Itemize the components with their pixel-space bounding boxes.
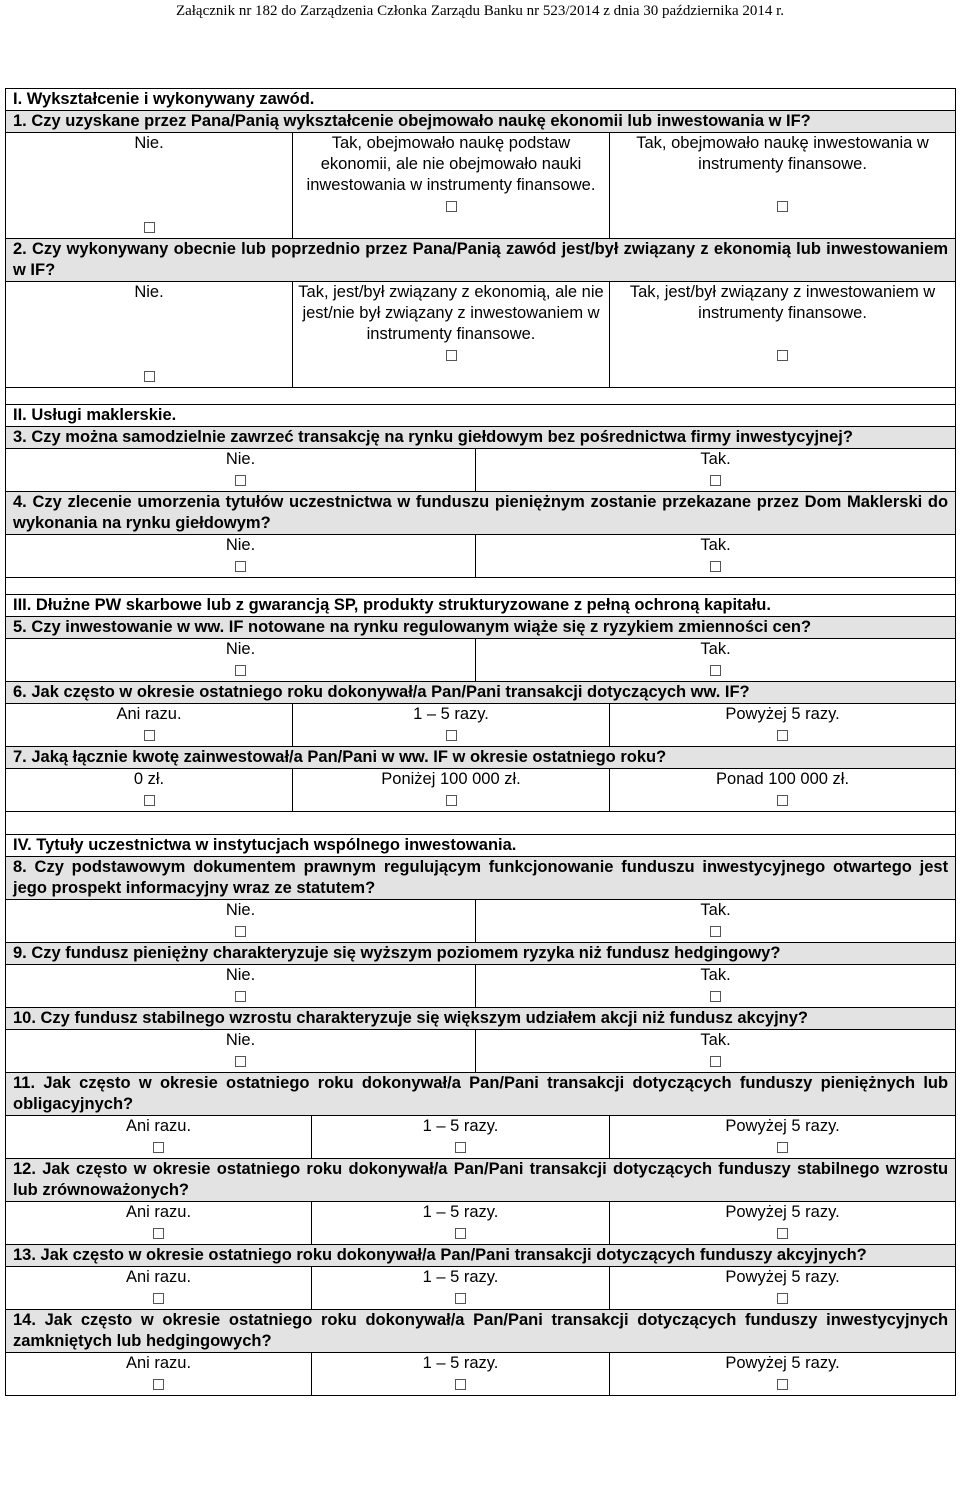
question-text: 2. Czy wykonywany obecnie lub poprzednio przez Pana/Panią zawód jest/był związany z ekonomią lub inwestowaniem w IF? (6, 239, 956, 282)
answer-row (6, 1202, 956, 1245)
answer-option (293, 133, 610, 239)
answer-checkbox[interactable] (710, 1056, 721, 1067)
answer-option (6, 282, 293, 388)
answer-option (6, 1030, 476, 1073)
question-text: 5. Czy inwestowanie w ww. IF notowane na rynku regulowanym wiąże się z ryzykiem zmienności cen? (6, 617, 956, 639)
answer-checkbox[interactable] (235, 926, 246, 937)
answer-label: Ani razu. (116, 705, 182, 723)
question-text: 10. Czy fundusz stabilnego wzrostu charakteryzuje się większym udziałem akcji niż fundusz akcyjny? (6, 1008, 956, 1030)
answer-label: 1 – 5 razy. (422, 1203, 499, 1221)
answer-label: Poniżej 100 000 zł. (381, 770, 521, 788)
answer-label: Nie. (225, 901, 256, 919)
answer-row (6, 900, 956, 943)
answer-label: Tak. (700, 1031, 731, 1049)
answer-option (312, 1353, 610, 1396)
answer-label: Tak, jest/był związany z ekonomią, ale nie jest/nie był związany z inwestowaniem w instrumenty finansowe. (298, 283, 604, 343)
answer-option (476, 900, 956, 943)
answer-option (610, 1202, 956, 1245)
answer-checkbox[interactable] (777, 1293, 788, 1304)
answer-label: Nie. (225, 640, 256, 658)
answer-checkbox[interactable] (710, 665, 721, 676)
answer-option (476, 639, 956, 682)
answer-label: Ani razu. (125, 1203, 192, 1221)
answer-option (610, 282, 956, 388)
answer-option (6, 1202, 312, 1245)
answer-checkbox[interactable] (153, 1142, 164, 1153)
answer-checkbox[interactable] (446, 201, 457, 212)
answer-label: Tak. (700, 536, 731, 554)
question-text: 12. Jak często w okresie ostatniego roku dokonywał/a Pan/Pani transakcji dotyczących funduszy stabilnego wzrostu lub zrównoważonych? (6, 1159, 956, 1202)
answer-checkbox[interactable] (455, 1379, 466, 1390)
answer-option (293, 769, 610, 812)
answer-option (610, 1116, 956, 1159)
answer-option (476, 1030, 956, 1073)
answer-option (6, 769, 293, 812)
section-heading: II. Usługi maklerskie. (6, 405, 956, 427)
section-heading: III. Dłużne PW skarbowe lub z gwarancją SP, produkty strukturyzowane z pełną ochroną kapitału. (6, 595, 956, 617)
question-text: 7. Jaką łącznie kwotę zainwestował/a Pan/Pani w ww. IF w okresie ostatniego roku? (6, 747, 956, 769)
answer-checkbox[interactable] (777, 201, 788, 212)
answer-row (6, 1030, 956, 1073)
answer-option (6, 639, 476, 682)
question-text: 8. Czy podstawowym dokumentem prawnym regulującym funkcjonowanie funduszu inwestycyjnego otwartego jest jego prospekt informacyjny wraz ze statutem? (6, 857, 956, 900)
answer-label: 0 zł. (133, 770, 165, 788)
answer-checkbox[interactable] (144, 795, 155, 806)
answer-checkbox[interactable] (446, 795, 457, 806)
answer-row (6, 639, 956, 682)
answer-label: Ani razu. (125, 1354, 192, 1372)
question-text: 9. Czy fundusz pieniężny charakteryzuje się wyższym poziomem ryzyka niż fundusz hedgingowy? (6, 943, 956, 965)
answer-label: Powyżej 5 razy. (725, 1268, 840, 1286)
answer-checkbox[interactable] (446, 350, 457, 361)
answer-row (6, 449, 956, 492)
answer-option (6, 1116, 312, 1159)
question-text: 13. Jak często w okresie ostatniego roku dokonywał/a Pan/Pani transakcji dotyczących funduszy akcyjnych? (6, 1245, 956, 1267)
question-text: 3. Czy można samodzielnie zawrzeć transakcję na rynku giełdowym bez pośrednictwa firmy inwestycyjnej? (6, 427, 956, 449)
answer-label: Tak. (700, 901, 731, 919)
answer-option (6, 900, 476, 943)
answer-checkbox[interactable] (455, 1142, 466, 1153)
section-heading: I. Wykształcenie i wykonywany zawód. (6, 89, 956, 111)
answer-label: Ponad 100 000 zł. (716, 770, 850, 788)
answer-option (312, 1267, 610, 1310)
answer-checkbox[interactable] (710, 926, 721, 937)
answer-option (293, 704, 610, 747)
question-text: 4. Czy zlecenie umorzenia tytułów uczestnictwa w funduszu pieniężnym zostanie przekazane przez Dom Maklerski do wykonania na rynku giełdowym? (6, 492, 956, 535)
answer-checkbox[interactable] (777, 795, 788, 806)
answer-checkbox[interactable] (153, 1379, 164, 1390)
question-text: 11. Jak często w okresie ostatniego roku dokonywał/a Pan/Pani transakcji dotyczących funduszy pieniężnych lub obligacyjnych? (6, 1073, 956, 1116)
answer-label: Powyżej 5 razy. (725, 1354, 840, 1372)
answer-option (6, 704, 293, 747)
answer-row (6, 965, 956, 1008)
answer-row (6, 133, 956, 239)
answer-label: Tak, obejmowało naukę podstaw ekonomii, ale nie obejmowało nauki inwestowania w instrumenty finansowe. (306, 134, 596, 194)
answer-option (476, 449, 956, 492)
answer-label: Nie. (225, 966, 256, 984)
answer-option (6, 1267, 312, 1310)
answer-label: Tak. (700, 640, 731, 658)
answer-row (6, 282, 956, 388)
answer-label: Powyżej 5 razy. (725, 1203, 840, 1221)
answer-checkbox[interactable] (777, 350, 788, 361)
answer-checkbox[interactable] (710, 991, 721, 1002)
answer-label: 1 – 5 razy. (422, 1354, 499, 1372)
answer-row (6, 1353, 956, 1396)
answer-option (6, 449, 476, 492)
answer-option (476, 535, 956, 578)
answer-label: 1 – 5 razy. (413, 705, 489, 723)
answer-option (610, 769, 956, 812)
answer-label: Ani razu. (125, 1268, 192, 1286)
spacer (6, 578, 956, 595)
answer-checkbox[interactable] (144, 371, 155, 382)
answer-option (312, 1116, 610, 1159)
answer-row (6, 535, 956, 578)
answer-option (6, 1353, 312, 1396)
answer-checkbox[interactable] (710, 475, 721, 486)
answer-option (6, 535, 476, 578)
answer-label: Ani razu. (125, 1117, 192, 1135)
spacer (6, 388, 956, 405)
answer-label: Nie. (225, 536, 256, 554)
answer-option (293, 282, 610, 388)
answer-label: Nie. (134, 283, 164, 301)
answer-option (610, 1267, 956, 1310)
answer-option (312, 1202, 610, 1245)
answer-label: Tak. (700, 966, 731, 984)
answer-label: Powyżej 5 razy. (725, 1117, 840, 1135)
questionnaire-table (5, 88, 956, 1396)
answer-option (610, 704, 956, 747)
answer-checkbox[interactable] (144, 730, 155, 741)
answer-checkbox[interactable] (235, 1056, 246, 1067)
question-text: 1. Czy uzyskane przez Pana/Panią wykształcenie obejmowało naukę ekonomii lub inwestowania w IF? (6, 111, 956, 133)
answer-row (6, 769, 956, 812)
answer-checkbox[interactable] (777, 1379, 788, 1390)
answer-checkbox[interactable] (710, 561, 721, 572)
answer-checkbox[interactable] (455, 1293, 466, 1304)
answer-label: 1 – 5 razy. (422, 1268, 499, 1286)
answer-label: Nie. (225, 450, 256, 468)
answer-checkbox[interactable] (144, 222, 155, 233)
answer-checkbox[interactable] (153, 1293, 164, 1304)
answer-row (6, 704, 956, 747)
answer-option (610, 133, 956, 239)
answer-label: 1 – 5 razy. (422, 1117, 499, 1135)
answer-option (476, 965, 956, 1008)
answer-label: Tak, jest/był związany z inwestowaniem w instrumenty finansowe. (629, 283, 936, 322)
answer-checkbox[interactable] (777, 1142, 788, 1153)
answer-checkbox[interactable] (235, 665, 246, 676)
answer-option (610, 1353, 956, 1396)
answer-option (6, 133, 293, 239)
answer-checkbox[interactable] (455, 1228, 466, 1239)
question-text: 14. Jak często w okresie ostatniego roku dokonywał/a Pan/Pani transakcji dotyczących funduszy inwestycyjnych zamkniętych lub hedgingowych? (6, 1310, 956, 1353)
answer-label: Powyżej 5 razy. (725, 705, 840, 723)
answer-label: Nie. (134, 134, 164, 152)
answer-checkbox[interactable] (235, 991, 246, 1002)
spacer (6, 812, 956, 835)
answer-checkbox[interactable] (777, 1228, 788, 1239)
answer-row (6, 1267, 956, 1310)
section-heading: IV. Tytuły uczestnictwa w instytucjach wspólnego inwestowania. (6, 835, 956, 857)
answer-option (6, 965, 476, 1008)
answer-label: Tak. (700, 450, 731, 468)
document-header: Załącznik nr 182 do Zarządzenia Członka Zarządu Banku nr 523/2014 z dnia 30 października 2014 r. (175, 3, 785, 19)
question-text: 6. Jak często w okresie ostatniego roku dokonywał/a Pan/Pani transakcji dotyczących ww. IF? (6, 682, 956, 704)
answer-label: Nie. (225, 1031, 256, 1049)
answer-row (6, 1116, 956, 1159)
answer-label: Tak, obejmowało naukę inwestowania w instrumenty finansowe. (636, 134, 929, 173)
answer-checkbox[interactable] (153, 1228, 164, 1239)
answer-checkbox[interactable] (235, 475, 246, 486)
answer-checkbox[interactable] (235, 561, 246, 572)
answer-checkbox[interactable] (446, 730, 457, 741)
answer-checkbox[interactable] (777, 730, 788, 741)
